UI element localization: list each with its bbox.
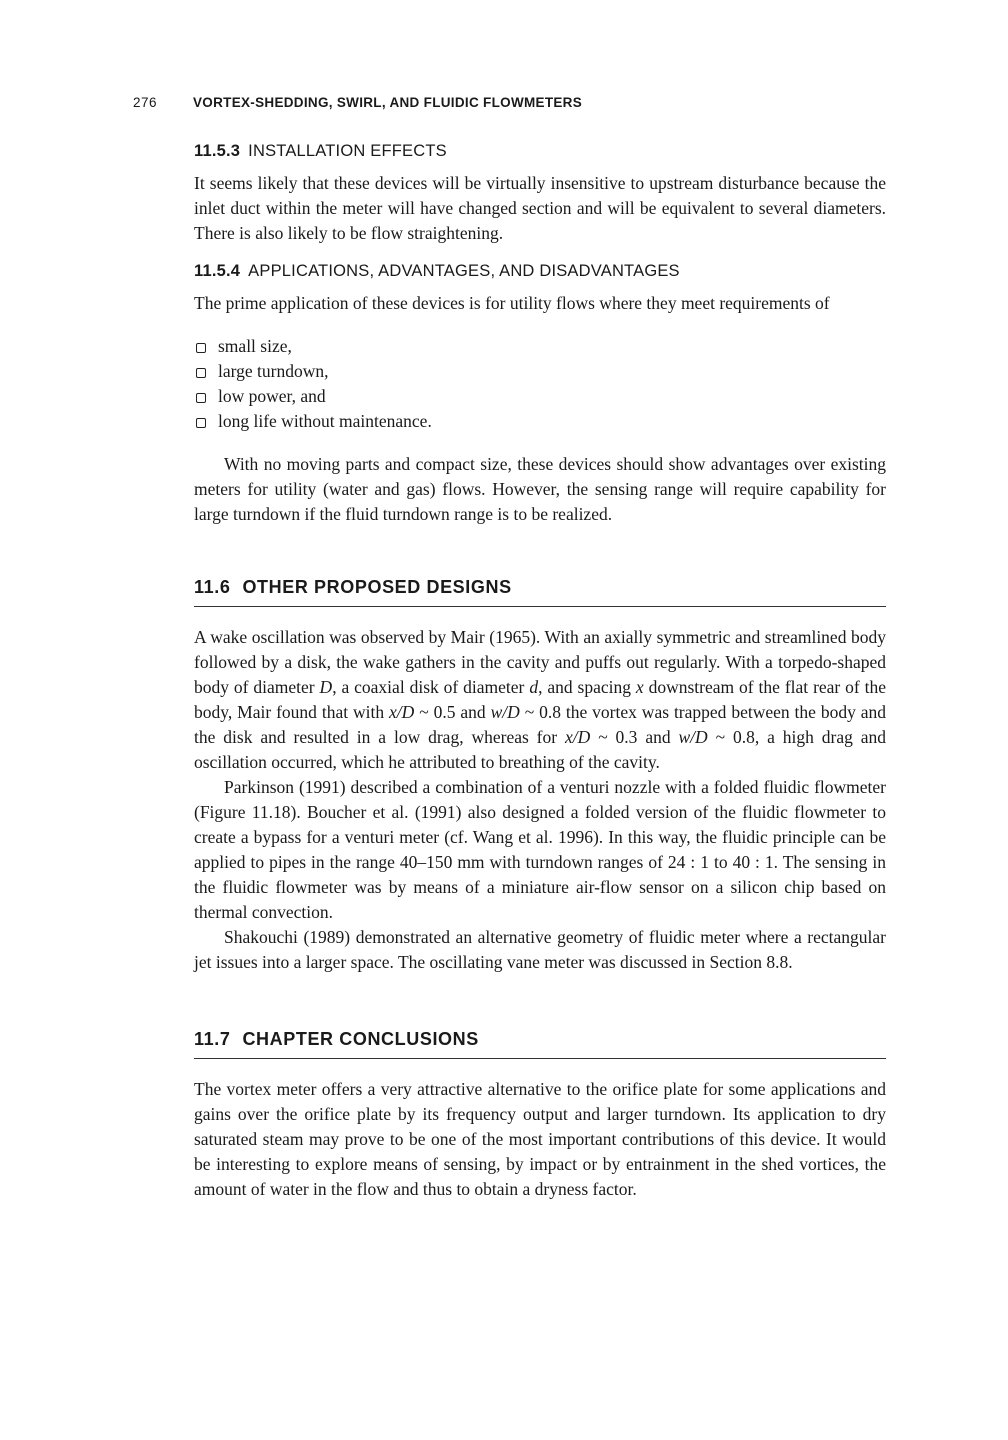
checkbox-bullet-icon xyxy=(196,368,206,378)
list-item xyxy=(194,384,886,409)
subsection-heading-11-5-3 xyxy=(194,142,886,161)
paragraph-parkinson: Parkinson (1991) described a combination of a venturi nozzle with a folded fluidic flowmeter (Figure 11.18). Boucher et al. (1991) also designed a folded version of the fluidic flowmeter to create a bypass for a venturi meter (cf. Wang et al. 1996). In this way, the fluidic principle can be applied to pipes in the range 40–150 mm with turndown ranges of 24 : 1 to 40 : 1. The sensing in the fluidic flowmeter was by means of a miniature air-flow sensor on a silicon chip based on thermal convection. xyxy=(194,777,886,922)
requirements-list xyxy=(194,334,886,434)
list-item-text: large turndown, xyxy=(218,361,329,381)
page-number: 276 xyxy=(133,95,158,110)
list-item xyxy=(194,334,886,359)
page-content xyxy=(194,142,886,1202)
section-number: 11.6 xyxy=(194,577,231,597)
subsection-number: 11.5.4 xyxy=(194,262,241,280)
section-heading-11-7 xyxy=(194,1029,886,1059)
paragraph-applications-summary: With no moving parts and compact size, these devices should show advantages over existing meters for utility (water and gas) flows. However, the sensing range will require capability for large turndown if the fluid turndown range is to be realized. xyxy=(194,454,886,524)
section-title: CHAPTER CONCLUSIONS xyxy=(242,1029,479,1049)
section-heading-11-6 xyxy=(194,577,886,607)
section-title: OTHER PROPOSED DESIGNS xyxy=(242,577,512,597)
subsection-number: 11.5.3 xyxy=(194,142,241,160)
subsection-heading-11-5-4 xyxy=(194,262,886,281)
paragraph-installation-effects: It seems likely that these devices will be virtually insensitive to upstream disturbance because the inlet duct within the meter will have changed section and will be equivalent to several diameters. There is also likely to be flow straightening. xyxy=(194,173,886,243)
checkbox-bullet-icon xyxy=(196,343,206,353)
running-head-title: VORTEX-SHEDDING, SWIRL, AND FLUIDIC FLOWMETERS xyxy=(193,95,583,110)
section-number: 11.7 xyxy=(194,1029,231,1049)
subsection-title: APPLICATIONS, ADVANTAGES, AND DISADVANTAGES xyxy=(248,262,680,280)
list-item-text: low power, and xyxy=(218,386,326,406)
list-item xyxy=(194,409,886,434)
paragraph-wake-oscillation: A wake oscillation was observed by Mair (1965). With an axially symmetric and streamlined body followed by a disk, the wake gathers in the cavity and puffs out regularly. With a torpedo-shaped body of diameter D, a coaxial disk of diameter d, and spacing x downstream of the flat rear of the body, Mair found that with x/D ~ 0.5 and w/D ~ 0.8 the vortex was trapped between the body and the disk and resulted in a low drag, whereas for x/D ~ 0.3 and w/D ~ 0.8, a high drag and oscillation occurred, which he attributed to breathing of the cavity. xyxy=(194,627,887,772)
list-item-text: small size, xyxy=(218,336,292,356)
list-item-text: long life without maintenance. xyxy=(218,411,432,431)
list-item xyxy=(194,359,886,384)
subsection-title: INSTALLATION EFFECTS xyxy=(248,142,447,160)
running-head xyxy=(133,95,582,110)
checkbox-bullet-icon xyxy=(196,418,206,428)
paragraph-shakouchi: Shakouchi (1989) demonstrated an alternative geometry of fluidic meter where a rectangular jet issues into a larger space. The oscillating vane meter was discussed in Section 8.8. xyxy=(194,927,886,972)
paragraph-applications-intro: The prime application of these devices is for utility flows where they meet requirements of xyxy=(194,293,830,313)
checkbox-bullet-icon xyxy=(196,393,206,403)
paragraph-chapter-conclusions: The vortex meter offers a very attractive alternative to the orifice plate for some applications and gains over the orifice plate by its frequency output and larger turndown. Its application to dry saturated steam may prove to be one of the most important contributions of this device. It would be interesting to explore means of sensing, by impact or by entrainment in the shed vortices, the amount of water in the flow and thus to obtain a dryness factor. xyxy=(194,1079,886,1199)
